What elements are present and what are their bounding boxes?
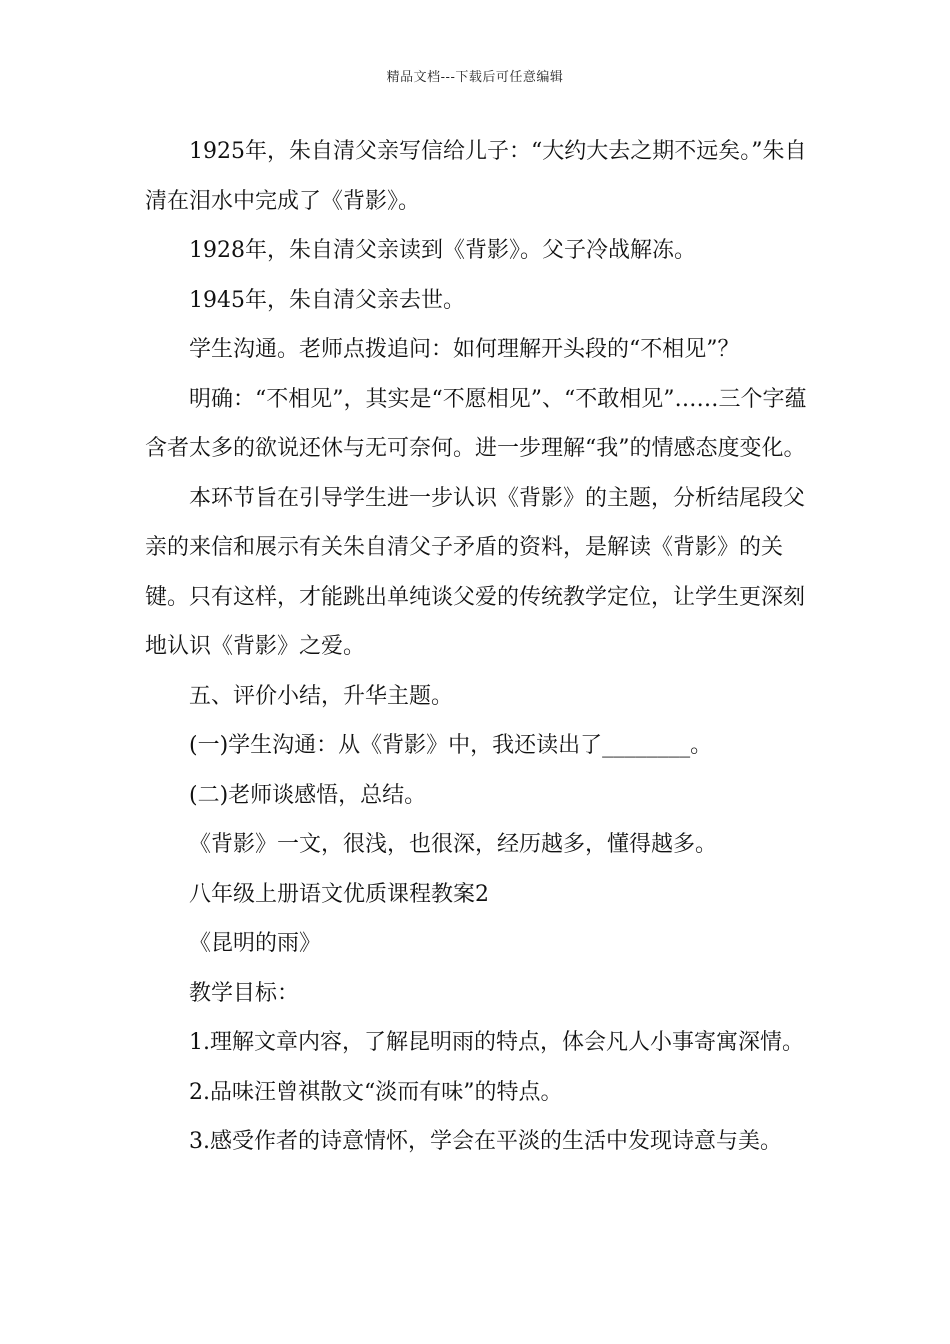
lesson-plan-title: 八年级上册语文优质课程教案2 [189, 881, 489, 907]
teaching-goal-1: 1.理解文章内容，了解昆明雨的特点，体会凡人小事寄寓深情。 [189, 1030, 804, 1055]
paragraph-student-discussion: 学生沟通。老师点拨追问：如何理解开头段的“不相见”？ [189, 337, 740, 362]
teaching-goal-2: 2.品味汪曾祺散文“淡而有味”的特点。 [189, 1079, 563, 1105]
paragraph-clarification: 明确：“不相见”，其实是“不愿相见”、“不敢相见”……三个字蕴含者太多的欲说还休与无可奈何。进一步理解“我”的情感态度变化。 [145, 386, 807, 461]
paragraph-section-purpose: 本环节旨在引导学生进一步认识《背影》的主题，分析结尾段父亲的来信和展示有关朱自清父子矛盾的资料，是解读《背影》的关键。只有这样，才能跳出单纯谈父爱的传统教学定位，让学生更深刻地认识《背影》之爱。 [145, 485, 806, 659]
teaching-goals-heading: 教学目标： [189, 980, 300, 1006]
paragraph-1925-letter: 1925年，朱自清父亲写信给儿子：“大约大去之期不远矣。”朱自清在泪水中完成了《背影》。 [145, 139, 807, 214]
paragraph-conclusion: 《背影》一文，很浅，也很深，经历越多，懂得越多。 [189, 832, 718, 857]
page-header: 精品文档---下载后可任意编辑 [386, 70, 564, 85]
paragraph-1928: 1928年，朱自清父亲读到《背影》。父子冷战解冻。 [189, 238, 696, 263]
item-student-communication: (一)学生沟通：从《背影》中，我还读出了________。 [189, 733, 713, 758]
teaching-goal-3: 3.感受作者的诗意情怀，学会在平淡的生活中发现诗意与美。 [189, 1129, 782, 1154]
lesson-text-title: 《昆明的雨》 [189, 931, 322, 956]
item-teacher-summary: (二)老师谈感悟，总结。 [189, 782, 427, 808]
paragraph-1945: 1945年，朱自清父亲去世。 [189, 287, 465, 313]
document-body [145, 127, 810, 1167]
section-heading-five: 五、评价小结，升华主题。 [189, 683, 454, 709]
